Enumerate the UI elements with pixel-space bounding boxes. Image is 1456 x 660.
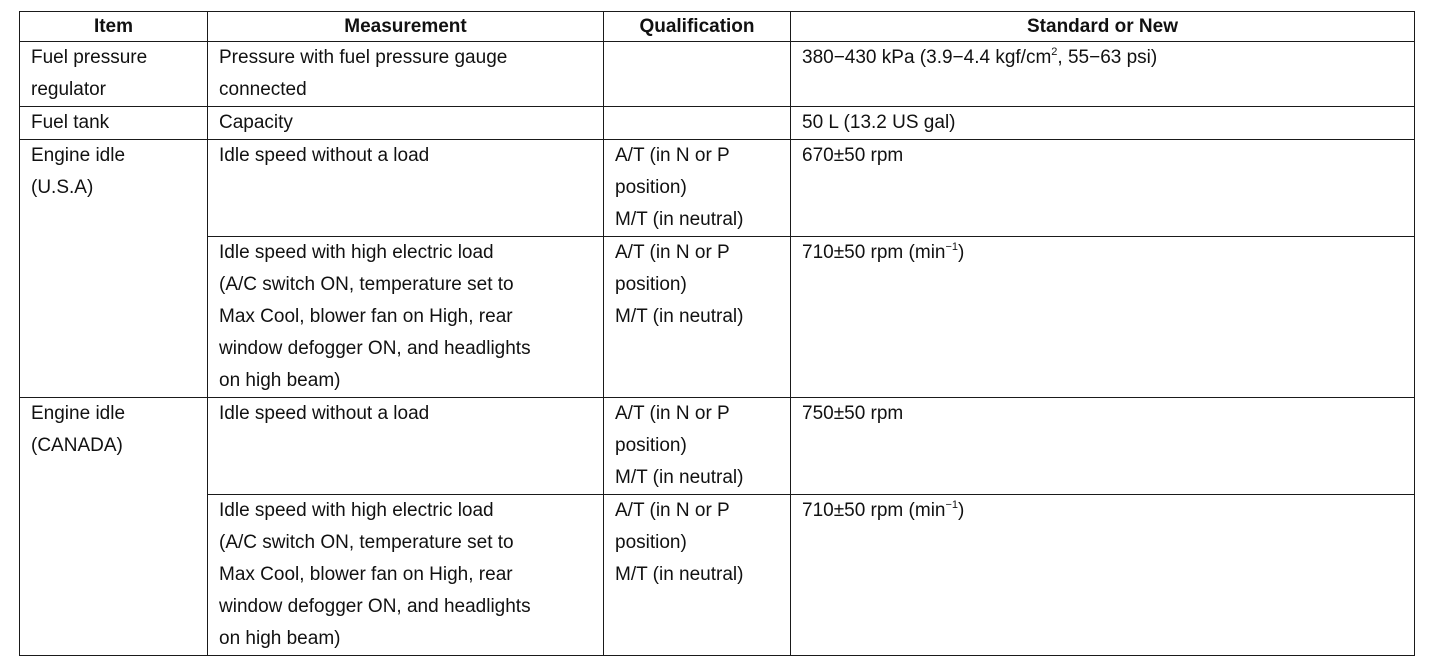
standard-value (802, 237, 1410, 269)
item-cell (20, 140, 208, 398)
header-row (20, 12, 1415, 42)
header-measurement: Measurement (208, 12, 604, 42)
measurement-text: Max Cool, blower fan on High, rear (219, 306, 513, 327)
item-text: Engine idle (31, 145, 126, 166)
item-text: Engine idle (31, 403, 126, 424)
table-row (20, 140, 1415, 237)
item-text: regulator (31, 79, 106, 100)
qualification-cell (604, 398, 791, 495)
measurement-text: (A/C switch ON, temperature set to (219, 274, 514, 295)
standard-text: ) (958, 500, 965, 521)
qualification-text: M/T (in neutral) (615, 564, 744, 585)
qualification-text: position) (615, 435, 687, 456)
table-row (20, 398, 1415, 495)
qualification-cell (604, 495, 791, 656)
qualification-text: M/T (in neutral) (615, 467, 744, 488)
standard-value (802, 495, 1410, 527)
measurement-text: Max Cool, blower fan on High, rear (219, 564, 513, 585)
qualification-text: position) (615, 177, 687, 198)
header-qualification: Qualification (604, 12, 791, 42)
table-row (20, 237, 1415, 398)
qualification-text: A/T (in N or P (615, 145, 730, 166)
measurement-text: window defogger ON, and headlights (219, 338, 531, 359)
measurement-text: connected (219, 79, 307, 100)
table-row (20, 495, 1415, 656)
standard-value: 50 L (13.2 US gal) (802, 112, 956, 133)
qualification-text: position) (615, 532, 687, 553)
measurement-cell (208, 42, 604, 107)
qualification-text: M/T (in neutral) (615, 306, 744, 327)
measurement-text: on high beam) (219, 628, 341, 649)
qualification-cell (604, 107, 791, 140)
specifications-table (19, 11, 1415, 656)
item-cell (20, 42, 208, 107)
item-text: Fuel tank (31, 112, 110, 133)
measurement-cell (208, 398, 604, 495)
superscript: −1 (945, 499, 959, 511)
qualification-text: A/T (in N or P (615, 403, 730, 424)
measurement-text: Idle speed with high electric load (219, 500, 494, 521)
measurement-text: Capacity (219, 112, 293, 133)
qualification-cell (604, 140, 791, 237)
standard-cell (791, 107, 1415, 140)
standard-cell (791, 42, 1415, 107)
measurement-cell (208, 107, 604, 140)
standard-text: 710±50 rpm (min (802, 242, 946, 263)
measurement-cell (208, 140, 604, 237)
measurement-text: Idle speed without a load (219, 403, 430, 424)
item-text: (CANADA) (31, 435, 123, 456)
header-item: Item (20, 12, 208, 42)
standard-value (802, 42, 1410, 74)
measurement-text: on high beam) (219, 370, 341, 391)
qualification-cell (604, 42, 791, 107)
header-standard: Standard or New (791, 12, 1415, 42)
standard-cell (791, 237, 1415, 398)
item-cell (20, 398, 208, 656)
standard-cell (791, 398, 1415, 495)
standard-cell (791, 140, 1415, 237)
standard-text: ) (958, 242, 965, 263)
standard-text: 380−430 kPa (3.9−4.4 kgf/cm (802, 47, 1052, 68)
qualification-text: M/T (in neutral) (615, 209, 744, 230)
item-cell (20, 107, 208, 140)
standard-value: 750±50 rpm (802, 403, 904, 424)
standard-value: 670±50 rpm (802, 145, 904, 166)
standard-cell (791, 495, 1415, 656)
measurement-text: (A/C switch ON, temperature set to (219, 532, 514, 553)
standard-text: 710±50 rpm (min (802, 500, 946, 521)
qualification-text: A/T (in N or P (615, 500, 730, 521)
measurement-text: Idle speed with high electric load (219, 242, 494, 263)
superscript: −1 (945, 241, 959, 253)
measurement-text: Idle speed without a load (219, 145, 430, 166)
superscript: 2 (1051, 46, 1058, 58)
qualification-text: position) (615, 274, 687, 295)
measurement-text: Pressure with fuel pressure gauge (219, 47, 508, 68)
measurement-cell (208, 495, 604, 656)
item-text: Fuel pressure (31, 47, 148, 68)
qualification-text: A/T (in N or P (615, 242, 730, 263)
qualification-cell (604, 237, 791, 398)
standard-text: , 55−63 psi) (1057, 47, 1158, 68)
table-row (20, 42, 1415, 107)
measurement-text: window defogger ON, and headlights (219, 596, 531, 617)
item-text: (U.S.A) (31, 177, 94, 198)
table-row (20, 107, 1415, 140)
measurement-cell (208, 237, 604, 398)
